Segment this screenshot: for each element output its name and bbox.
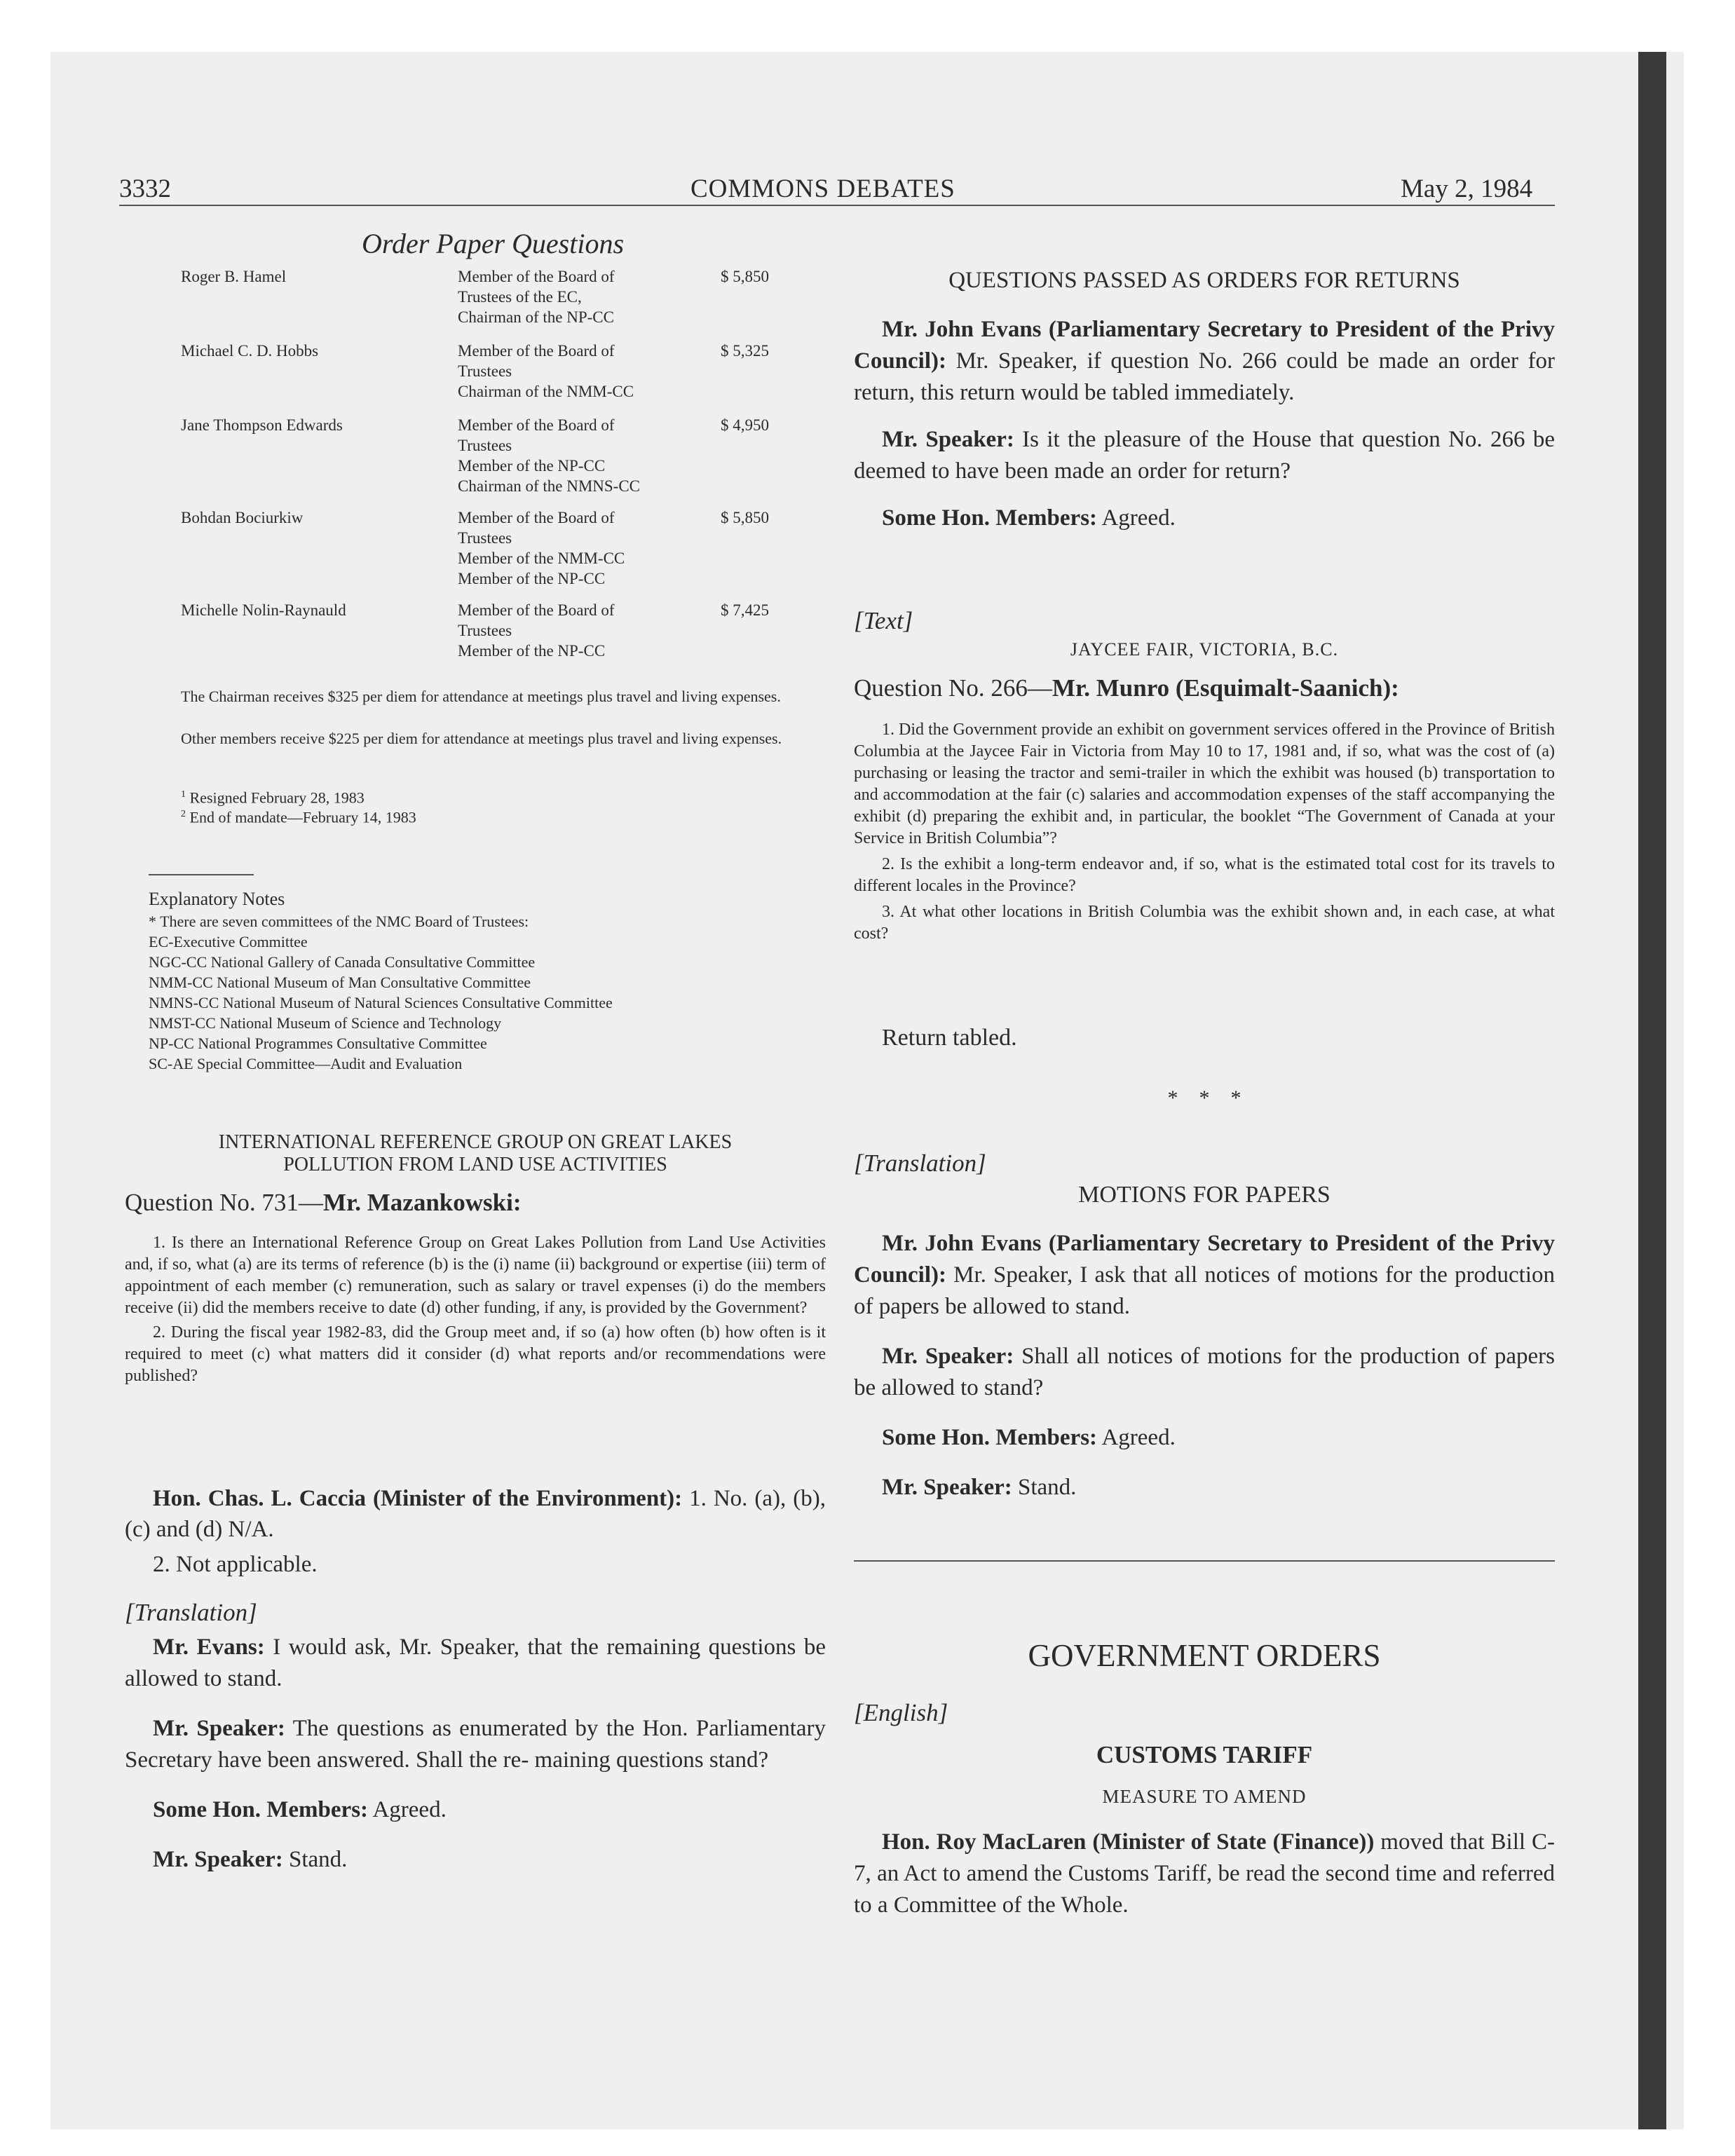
member-name: Michael C. D. Hobbs bbox=[181, 342, 319, 360]
running-head: COMMONS DEBATES bbox=[690, 175, 955, 203]
table-row bbox=[181, 507, 812, 590]
footnote-mark: 1 bbox=[181, 789, 186, 800]
speech-text: Is it the pleasure of the House that question No. 266 be deemed to have been made an order for return? bbox=[854, 427, 1555, 484]
role-line: Trustees bbox=[458, 437, 512, 454]
speech-text: moved that Bill C-7, an Act to amend the Customs Tariff, be read the second time and referred to a Committee of the Whole. bbox=[854, 1829, 1555, 1918]
measure-subheading: MEASURE TO AMEND bbox=[1102, 1786, 1307, 1807]
speaker-name: Mr. Speaker: bbox=[153, 1716, 285, 1741]
chairman-note: The Chairman receives $325 per diem for attendance at meetings plus travel and living expenses. bbox=[181, 688, 781, 705]
note-line: NMST-CC National Museum of Science and Technology bbox=[149, 1014, 502, 1032]
q731-title-line: POLLUTION FROM LAND USE ACTIVITIES bbox=[283, 1154, 667, 1175]
member-amount: $ 5,325 bbox=[721, 342, 769, 360]
speech bbox=[854, 503, 1555, 534]
english-tag: [English] bbox=[854, 1699, 948, 1726]
motions-heading: MOTIONS FOR PAPERS bbox=[1078, 1182, 1331, 1208]
explanatory-notes bbox=[149, 887, 822, 1074]
q731-title bbox=[125, 1131, 826, 1176]
note-line: NGC-CC National Gallery of Canada Consultative Committee bbox=[149, 953, 536, 971]
answer-paragraph bbox=[125, 1483, 826, 1545]
q731-title-line: INTERNATIONAL REFERENCE GROUP ON GREAT LAKES bbox=[218, 1131, 733, 1153]
table-row bbox=[181, 341, 812, 404]
note-line: NMNS-CC National Museum of Natural Sciences Consultative Committee bbox=[149, 994, 613, 1011]
speech bbox=[854, 1341, 1555, 1404]
role-line: Member of the Board of bbox=[458, 342, 615, 360]
member-amount: $ 5,850 bbox=[721, 268, 769, 285]
role-line: Trustees bbox=[458, 529, 512, 547]
question-prefix: Question No. 731— bbox=[125, 1189, 323, 1216]
table-row bbox=[181, 415, 812, 498]
section-label: Order Paper Questions bbox=[362, 228, 625, 259]
answer-paragraph: 2. Not applicable. bbox=[153, 1552, 318, 1577]
note-line: * There are seven committees of the NMC Board of Trustees: bbox=[149, 913, 529, 930]
footnote-mark: 2 bbox=[181, 809, 186, 819]
speech-text: Mr. Speaker, if question No. 266 could be made an order for return, this return would be tabled immediately. bbox=[854, 348, 1555, 405]
member-amount: $ 7,425 bbox=[721, 601, 769, 619]
speaker-name: Mr. Speaker: bbox=[882, 1344, 1014, 1369]
speaker-name: Some Hon. Members: bbox=[882, 1425, 1098, 1450]
notes-divider bbox=[149, 874, 254, 875]
translation-tag: [Translation] bbox=[854, 1149, 986, 1177]
speech-text: Stand. bbox=[283, 1847, 348, 1872]
speaker-name: Some Hon. Members: bbox=[153, 1797, 369, 1822]
return-tabled: Return tabled. bbox=[882, 1025, 1017, 1051]
note-line: NP-CC National Programmes Consultative Committee bbox=[149, 1035, 487, 1052]
member-name: Michelle Nolin-Raynauld bbox=[181, 601, 346, 619]
footnote-text: End of mandate—February 14, 1983 bbox=[189, 808, 416, 826]
member-roles bbox=[458, 507, 710, 589]
speaker-name: Mr. Speaker: bbox=[882, 1475, 1012, 1500]
speech bbox=[125, 1794, 826, 1826]
notes-heading: Explanatory Notes bbox=[149, 889, 285, 909]
speech-text: Agreed. bbox=[1097, 1425, 1176, 1450]
q266-title: JAYCEE FAIR, VICTORIA, B.C. bbox=[1070, 639, 1339, 660]
motions-debate bbox=[854, 1228, 1555, 1503]
members-note: Other members receive $225 per diem for attendance at meetings plus travel and living expenses. bbox=[181, 730, 782, 747]
role-line: Member of the NP-CC bbox=[458, 457, 606, 475]
header-date: May 2, 1984 bbox=[1401, 175, 1533, 203]
member-name: Bohdan Bociurkiw bbox=[181, 509, 304, 526]
role-line: Chairman of the NMNS-CC bbox=[458, 477, 641, 495]
speech-text: 1. No. (a), (b), (c) and (d) N/A. bbox=[125, 1486, 826, 1542]
speech bbox=[854, 424, 1555, 487]
member-amount: $ 5,850 bbox=[721, 509, 769, 526]
speaker-name: Hon. Roy MacLaren (Minister of State (Finance)) bbox=[882, 1829, 1375, 1855]
text-tag: [Text] bbox=[854, 607, 913, 634]
speech bbox=[854, 1422, 1555, 1454]
speech bbox=[854, 1472, 1555, 1503]
speech-text: Agreed. bbox=[368, 1797, 447, 1822]
speaker-name: Mr. Speaker: bbox=[882, 427, 1014, 452]
member-amount: $ 4,950 bbox=[721, 416, 769, 434]
question-paragraph: 1. Is there an International Reference Group on Great Lakes Pollution from Land Use Activities and, if so, what (a) are its terms of reference (b) is the (i) name (ii) background or expertise (iii) term of appointment of each member (c) remuneration, such as salary or travel expenses (i) do the members receive (ii) did the members receive to date (d) other funding, if any, is provided by the Government? bbox=[125, 1234, 826, 1317]
government-orders-heading: GOVERNMENT ORDERS bbox=[1028, 1638, 1381, 1673]
speech-text: The questions as enumerated by the Hon. Parliamentary Secretary have been answered. Shall the re- maining questions stand? bbox=[125, 1716, 826, 1773]
role-line: Trustees of the EC, bbox=[458, 288, 582, 306]
question-member: Mr. Mazankowski: bbox=[322, 1189, 522, 1216]
maclaren-motion bbox=[854, 1827, 1555, 1921]
speech-text: Mr. Speaker, I ask that all notices of motions for the production of papers be allowed to stand. bbox=[854, 1262, 1555, 1319]
member-roles bbox=[458, 266, 710, 327]
speech-text: Agreed. bbox=[1097, 505, 1176, 531]
member-name: Roger B. Hamel bbox=[181, 268, 287, 285]
member-roles bbox=[458, 600, 710, 661]
table-row bbox=[181, 600, 812, 663]
question-prefix: Question No. 266— bbox=[854, 674, 1052, 702]
speech bbox=[125, 1632, 826, 1695]
role-line: Member of the Board of bbox=[458, 268, 615, 285]
speaker-name: Hon. Chas. L. Caccia (Minister of the Environment): bbox=[153, 1486, 683, 1511]
speech bbox=[125, 1713, 826, 1776]
question-paragraph: 1. Did the Government provide an exhibit on government services offered in the Province of British Columbia at the Jaycee Fair in Victoria from May 10 to 17, 1981 and, if so, what was the cost of (a) purchasing or leasing the tractor and semi-trailer in which the exhibit was housed (b) transportation to and accommodation at the fair (c) salaries and accommodation expenses of the staff accompanying the exhibit (d) preparing the exhibit and, in particular, the booklet “The Government of Canada at your Service in British Columbia”? bbox=[854, 721, 1555, 847]
speech-text: I would ask, Mr. Speaker, that the remaining questions be allowed to stand. bbox=[125, 1635, 826, 1691]
section-divider bbox=[854, 1560, 1555, 1562]
role-line: Member of the NP-CC bbox=[458, 642, 606, 660]
header-rule bbox=[119, 205, 1555, 206]
speech-text: Stand. bbox=[1012, 1475, 1077, 1500]
speaker-name: Mr. Speaker: bbox=[153, 1847, 283, 1872]
speaker-name: Some Hon. Members: bbox=[882, 505, 1098, 531]
speech bbox=[854, 1827, 1555, 1921]
page-edge-shadow bbox=[1638, 52, 1666, 2129]
speaker-name: Mr. Evans: bbox=[153, 1635, 265, 1660]
q266-question-body bbox=[854, 719, 1555, 945]
footnote-text: Resigned February 28, 1983 bbox=[189, 789, 365, 807]
note-line: NMM-CC National Museum of Man Consultative Committee bbox=[149, 974, 531, 991]
role-line: Trustees bbox=[458, 362, 512, 380]
member-roles bbox=[458, 341, 710, 402]
page-number: 3332 bbox=[119, 175, 171, 203]
role-line: Chairman of the NMM-CC bbox=[458, 383, 634, 400]
footnote-2 bbox=[181, 805, 812, 827]
role-line: Chairman of the NP-CC bbox=[458, 308, 614, 326]
q266-question-line bbox=[854, 674, 1555, 702]
q731-question-body bbox=[125, 1232, 826, 1387]
returns-debate bbox=[854, 314, 1555, 534]
note-line: EC-Executive Committee bbox=[149, 933, 308, 950]
returns-heading: QUESTIONS PASSED AS ORDERS FOR RETURNS bbox=[948, 268, 1460, 293]
speaker-name: Mr. John Evans (Parliamentary Secretary to President of the Privy Council): bbox=[854, 1231, 1555, 1288]
role-line: Member of the NMM-CC bbox=[458, 550, 625, 567]
speech bbox=[854, 1228, 1555, 1323]
translation-tag: [Translation] bbox=[125, 1599, 257, 1626]
question-paragraph: 2. During the fiscal year 1982-83, did the Group meet and, if so (a) how often (b) how often is it required to meet (c) what matters did it consider (d) what reports and/or recommendations were published? bbox=[125, 1323, 826, 1385]
question-paragraph: 3. At what other locations in British Columbia was the exhibit shown and, in each case, at what cost? bbox=[854, 903, 1555, 943]
q731-answer bbox=[125, 1483, 826, 1580]
note-line: SC-AE Special Committee—Audit and Evaluation bbox=[149, 1055, 463, 1072]
speech bbox=[125, 1844, 826, 1876]
left-debate bbox=[125, 1632, 826, 1876]
table-row bbox=[181, 266, 812, 329]
customs-tariff-heading: CUSTOMS TARIFF bbox=[1096, 1741, 1313, 1768]
q731-question-line bbox=[125, 1189, 826, 1217]
speaker-name: Mr. John Evans (Parliamentary Secretary to President of the Privy Council): bbox=[854, 317, 1555, 374]
speech bbox=[854, 314, 1555, 409]
role-line: Member of the Board of bbox=[458, 416, 615, 434]
role-line: Member of the NP-CC bbox=[458, 570, 606, 587]
member-name: Jane Thompson Edwards bbox=[181, 416, 343, 434]
speech-text: Shall all notices of motions for the production of papers be allowed to stand? bbox=[854, 1344, 1555, 1400]
role-line: Trustees bbox=[458, 622, 512, 639]
role-line: Member of the Board of bbox=[458, 601, 615, 619]
role-line: Member of the Board of bbox=[458, 509, 615, 526]
member-roles bbox=[458, 415, 710, 496]
question-member: Mr. Munro (Esquimalt-Saanich): bbox=[1052, 674, 1399, 702]
section-stars: * * * bbox=[1167, 1086, 1241, 1110]
question-paragraph: 2. Is the exhibit a long-term endeavor and, if so, what is the estimated total cost for its travels to different locales in the Province? bbox=[854, 855, 1555, 895]
